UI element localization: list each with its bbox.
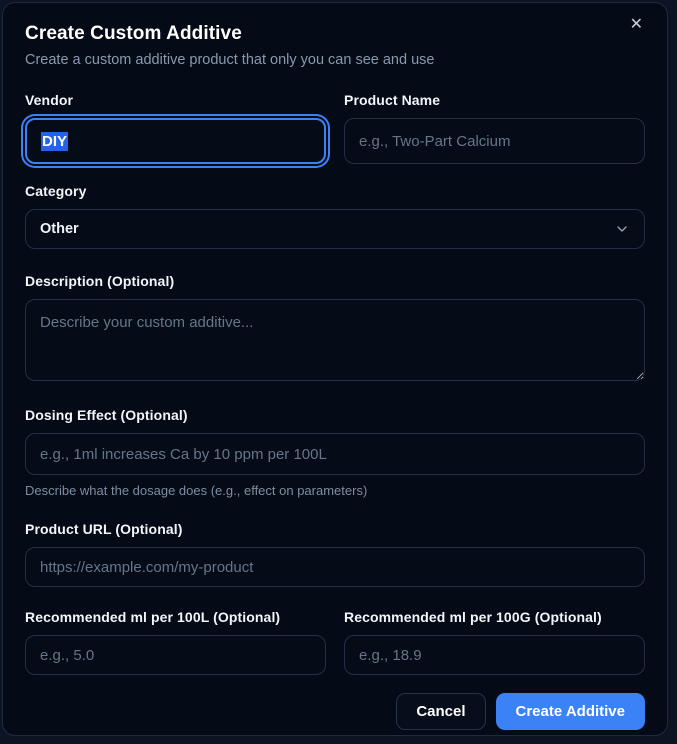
dosing-effect-helper-text: Describe what the dosage does (e.g., effect on parameters) [25,483,368,498]
dosing-effect-field-group [25,407,645,498]
rec-per-100l-input[interactable] [25,635,326,675]
dialog-title: Create Custom Additive [25,23,242,44]
rec-per-100g-field-group [344,609,645,675]
vendor-field-group [25,92,326,164]
category-field-group [25,183,645,249]
chevron-down-icon [614,221,630,237]
recommended-ml-row [25,609,645,675]
dosing-effect-label: Dosing Effect (Optional) [25,407,188,423]
rec-per-100l-field-group [25,609,326,675]
description-label: Description (Optional) [25,273,175,289]
product-name-field-group [344,92,645,164]
product-url-field-group [25,521,645,587]
vendor-selected-text: DIY [42,132,68,150]
rec-per-100l-label: Recommended ml per 100L (Optional) [25,609,281,625]
dialog-subtitle: Create a custom additive product that only you can see and use [25,52,435,68]
description-textarea[interactable] [25,299,645,381]
rec-per-100g-input[interactable] [344,635,645,675]
category-label: Category [25,183,87,199]
description-field-group [25,273,645,386]
category-select[interactable] [25,209,645,249]
product-name-label: Product Name [344,92,441,108]
product-url-label: Product URL (Optional) [25,521,183,537]
product-url-input[interactable] [25,547,645,587]
vendor-input[interactable] [25,118,326,164]
vendor-label: Vendor [25,92,74,108]
dialog-footer [25,693,645,730]
rec-per-100g-label: Recommended ml per 100G (Optional) [344,609,602,625]
create-custom-additive-dialog [2,2,668,736]
vendor-product-row [25,92,645,164]
create-additive-button[interactable]: Create Additive [496,693,645,730]
product-name-input[interactable] [344,118,645,164]
create-additive-form [25,92,645,730]
close-icon[interactable]: ✕ [629,16,643,33]
cancel-button[interactable]: Cancel [396,693,485,730]
dosing-effect-input[interactable] [25,433,645,475]
category-selected-value: Other [40,221,79,237]
